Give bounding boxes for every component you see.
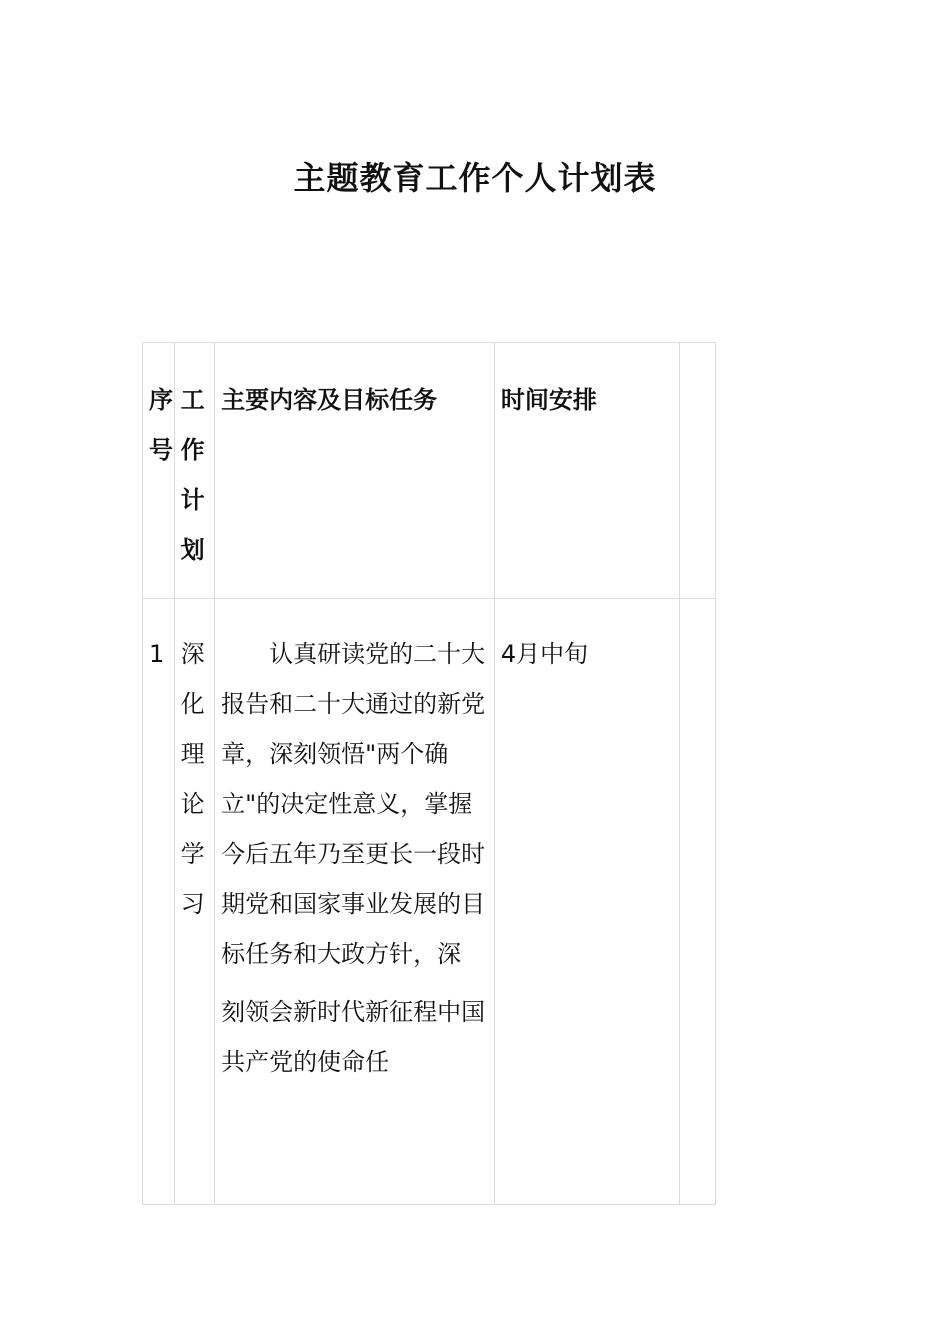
header-work-plan: 工作计划 <box>174 343 215 599</box>
header-index: 序号 <box>143 343 175 599</box>
table-row <box>143 599 716 1205</box>
document-title: 主题教育工作个人计划表 <box>293 159 657 197</box>
content-paragraph-1: 认真研读党的二十大报告和二十大通过的新党章，深刻领悟"两个确立"的决定性意义，掌握今后五年乃至更长一段时期党和国家事业发展的目标任务和大政方针，深 <box>221 640 486 968</box>
header-blank <box>679 343 715 599</box>
table-header-row <box>143 343 716 599</box>
header-schedule: 时间安排 <box>494 343 679 599</box>
plan-table <box>142 342 716 1205</box>
row-index: 1 <box>143 599 175 1205</box>
row-work-plan: 深化理论学习 <box>174 599 215 1205</box>
content-paragraph-2: 刻领会新时代新征程中国共产党的使命任 <box>221 998 486 1076</box>
row-extra <box>679 599 715 1205</box>
row-schedule: 4月中旬 <box>494 599 679 1205</box>
row-content <box>215 599 495 1205</box>
header-content-goals: 主要内容及目标任务 <box>215 343 495 599</box>
